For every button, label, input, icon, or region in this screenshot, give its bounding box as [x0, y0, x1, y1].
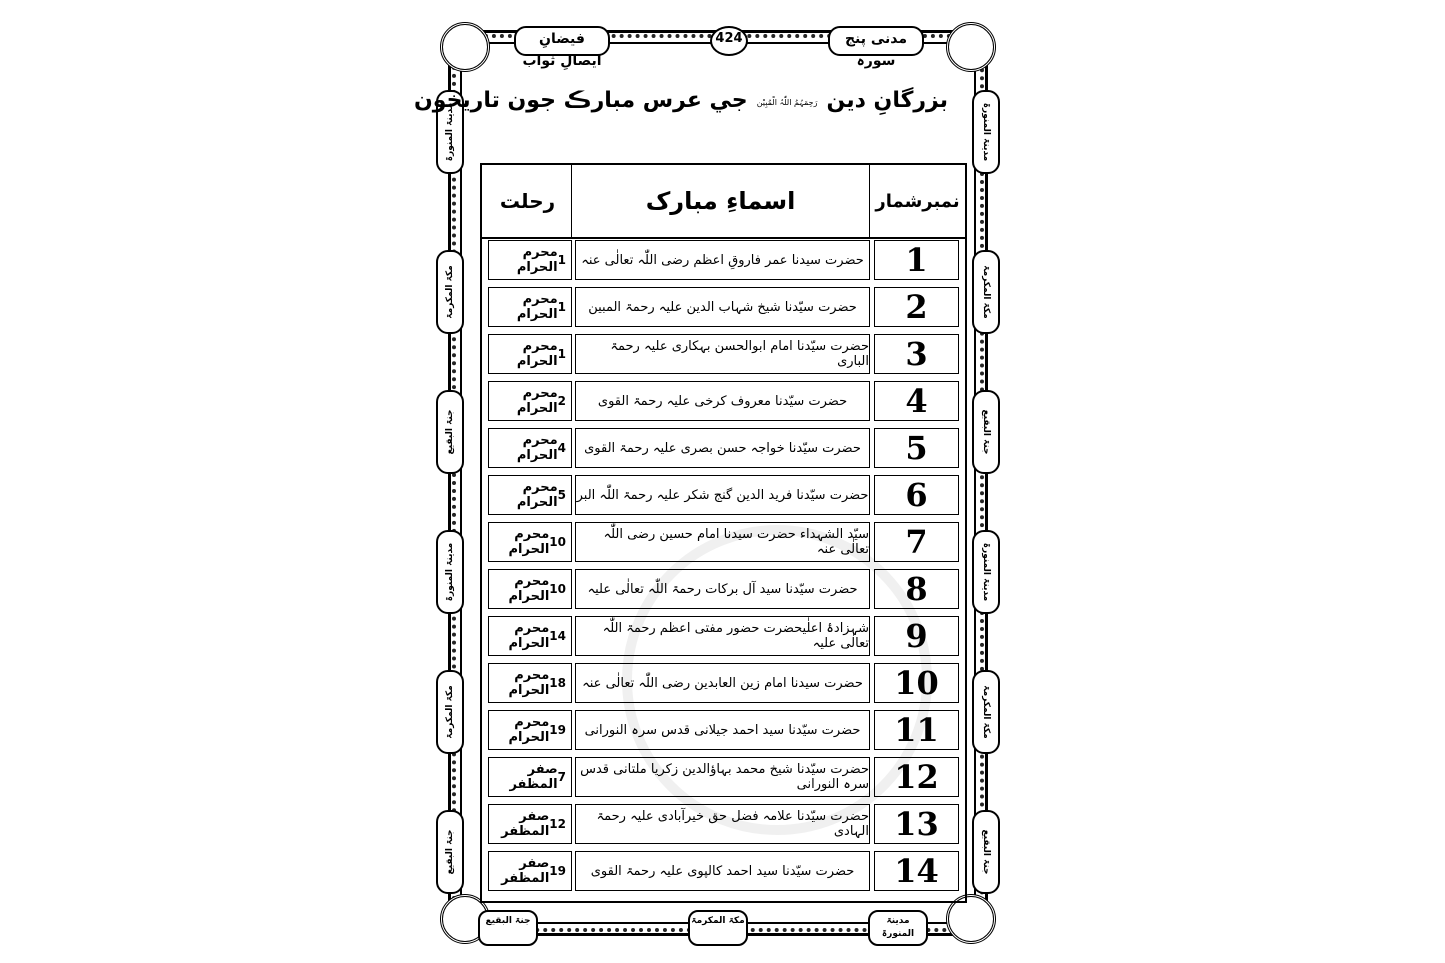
- side-badge-madina: مدینۃ المنورۃ: [972, 90, 1000, 174]
- row-date: [488, 757, 572, 797]
- row-number: 9: [874, 616, 959, 656]
- table-header: [482, 165, 965, 239]
- row-date: [488, 334, 572, 374]
- row-day: 4: [557, 441, 566, 455]
- page-number: 424: [710, 26, 748, 56]
- table-row: [482, 331, 965, 377]
- urs-dates-table: [480, 163, 967, 903]
- row-day: 12: [549, 817, 566, 831]
- row-name: حضرت سیّدنا شیخ محمد بہاؤالدین زکریا ملتانی قدس سرہ النورانی: [575, 757, 870, 797]
- row-day: 1: [557, 300, 566, 314]
- row-month: محرم الحرام: [516, 386, 558, 416]
- row-number: 6: [874, 475, 959, 515]
- table-row: [482, 566, 965, 612]
- header-name: اسماءِ مبارک: [571, 165, 870, 237]
- row-month: محرم الحرام: [508, 621, 550, 651]
- table-row: [482, 472, 965, 518]
- row-month: محرم الحرام: [516, 339, 558, 369]
- row-month: محرم الحرام: [516, 292, 558, 322]
- row-month: محرم الحرام: [508, 527, 550, 557]
- side-badge-madina: مدینۃ المنورۃ: [972, 530, 1000, 614]
- bottom-badge-makkah: مکۃ المکرمۃ: [688, 910, 748, 946]
- row-number: 8: [874, 569, 959, 609]
- row-name: حضرت سیّدنا امام ابوالحسن بہکاری علیہ رحمۃ الباری: [575, 334, 870, 374]
- title-part-1: بزرگانِ دین: [826, 88, 948, 113]
- row-date: [488, 569, 572, 609]
- row-date: [488, 475, 572, 515]
- row-date: [488, 851, 572, 891]
- row-date: [488, 381, 572, 421]
- header-date: رحلت: [499, 189, 556, 213]
- row-day: 2: [557, 394, 566, 408]
- row-date: [488, 287, 572, 327]
- table-row: [482, 378, 965, 424]
- row-day: 10: [549, 535, 566, 549]
- row-date: [488, 428, 572, 468]
- row-name: حضرت سیّدنا سید احمد کالپوی علیہ رحمۃ القوی: [575, 851, 870, 891]
- table-row: [482, 425, 965, 471]
- side-badge-madina: مدینۃ المنورۃ: [436, 90, 464, 174]
- side-badge-makkah: مکۃ المکرمۃ: [436, 250, 464, 334]
- row-name: حضرت سیدنا امام زین العابدین رضی اللّٰہ تعالٰی عنہ: [575, 663, 870, 703]
- table-row: [482, 613, 965, 659]
- row-day: 18: [549, 676, 566, 690]
- row-month: محرم الحرام: [508, 715, 550, 745]
- row-month: صفر المظفر: [509, 762, 558, 792]
- header-section-title: مدنی پنج سورہ: [828, 26, 924, 56]
- row-day: 14: [549, 629, 566, 643]
- row-name: حضرت سیّدنا سید آل برکات رحمۃ اللّٰہ تعالٰی علیہ: [575, 569, 870, 609]
- table-row: [482, 519, 965, 565]
- row-number: 3: [874, 334, 959, 374]
- book-page: [414, 30, 991, 939]
- row-number: 10: [874, 663, 959, 703]
- row-day: 10: [549, 582, 566, 596]
- row-month: محرم الحرام: [516, 480, 558, 510]
- page-title: [414, 88, 948, 128]
- row-day: 5: [557, 488, 566, 502]
- row-number: 7: [874, 522, 959, 562]
- row-name: حضرت سیّدنا علامہ فضل حق خیرآبادی علیہ رحمۃ الہادی: [575, 804, 870, 844]
- row-day: 19: [549, 723, 566, 737]
- side-badge-makkah: مکۃ المکرمۃ: [972, 250, 1000, 334]
- row-name: سیّد الشہداء حضرت سیدنا امام حسین رضی اللّٰہ تعالٰی عنہ: [575, 522, 870, 562]
- row-date: [488, 240, 572, 280]
- side-badge-baqi: جنۃ البقیع: [972, 810, 1000, 894]
- side-badge-makkah: مکۃ المکرمۃ: [436, 670, 464, 754]
- row-date: [488, 616, 572, 656]
- row-day: 1: [557, 347, 566, 361]
- corner-ornament-icon: [440, 22, 490, 72]
- side-badge-makkah: مکۃ المکرمۃ: [972, 670, 1000, 754]
- row-day: 1: [557, 253, 566, 267]
- table-row: [482, 848, 965, 894]
- row-date: [488, 663, 572, 703]
- row-number: 14: [874, 851, 959, 891]
- row-number: 13: [874, 804, 959, 844]
- row-date: [488, 804, 572, 844]
- table-row: [482, 284, 965, 330]
- table-row: [482, 237, 965, 283]
- row-name: حضرت سیدنا عمر فاروقِ اعظم رضی اللّٰہ تعالٰی عنہ: [575, 240, 870, 280]
- table-row: [482, 660, 965, 706]
- row-name: شہزادۂ اعلٰیحضرت حضور مفتی اعظم رحمۃ اللّٰہ تعالٰی علیہ: [575, 616, 870, 656]
- row-date: [488, 522, 572, 562]
- header-number: نمبرشمار: [875, 190, 960, 212]
- row-month: صفر المظفر: [501, 809, 550, 839]
- table-row: [482, 707, 965, 753]
- row-month: صفر المظفر: [501, 856, 550, 886]
- side-badge-madina: مدینۃ المنورۃ: [436, 530, 464, 614]
- row-number: 1: [874, 240, 959, 280]
- row-name: حضرت سیّدنا معروف کرخی علیہ رحمۃ القوی: [575, 381, 870, 421]
- side-badge-baqi: جنۃ البقیع: [972, 390, 1000, 474]
- row-month: محرم الحرام: [508, 668, 550, 698]
- title-part-2: جي عرس مبارڪ جون تاريخون: [414, 88, 748, 113]
- corner-ornament-icon: [946, 22, 996, 72]
- table-row: [482, 754, 965, 800]
- row-day: 7: [557, 770, 566, 784]
- row-month: محرم الحرام: [516, 245, 558, 275]
- row-month: محرم الحرام: [516, 433, 558, 463]
- title-honorific: رَحِمَہُمُ اللّٰہُ الْمُبِیْن: [756, 98, 818, 107]
- row-number: 11: [874, 710, 959, 750]
- row-number: 12: [874, 757, 959, 797]
- side-badge-baqi: جنۃ البقیع: [436, 390, 464, 474]
- side-badge-baqi: جنۃ البقیع: [436, 810, 464, 894]
- row-month: محرم الحرام: [508, 574, 550, 604]
- header-book-title: فیضانِ ایصالِ ثواب: [514, 26, 610, 56]
- row-name: حضرت سیّدنا خواجہ حسن بصری علیہ رحمۃ القوی: [575, 428, 870, 468]
- table-row: [482, 801, 965, 847]
- bottom-badge-baqi: جنۃ البقیع: [478, 910, 538, 946]
- bottom-badge-madina: مدینۃ المنورۃ: [868, 910, 928, 946]
- row-name: حضرت سیّدنا شیخ شہاب الدین علیہ رحمۃ المبین: [575, 287, 870, 327]
- row-name: حضرت سیّدنا فرید الدین گنج شکر علیہ رحمۃ اللّٰہ البر: [575, 475, 870, 515]
- row-day: 19: [549, 864, 566, 878]
- row-number: 5: [874, 428, 959, 468]
- row-name: حضرت سیّدنا سید احمد جیلانی قدس سرہ النورانی: [575, 710, 870, 750]
- row-number: 4: [874, 381, 959, 421]
- row-number: 2: [874, 287, 959, 327]
- row-date: [488, 710, 572, 750]
